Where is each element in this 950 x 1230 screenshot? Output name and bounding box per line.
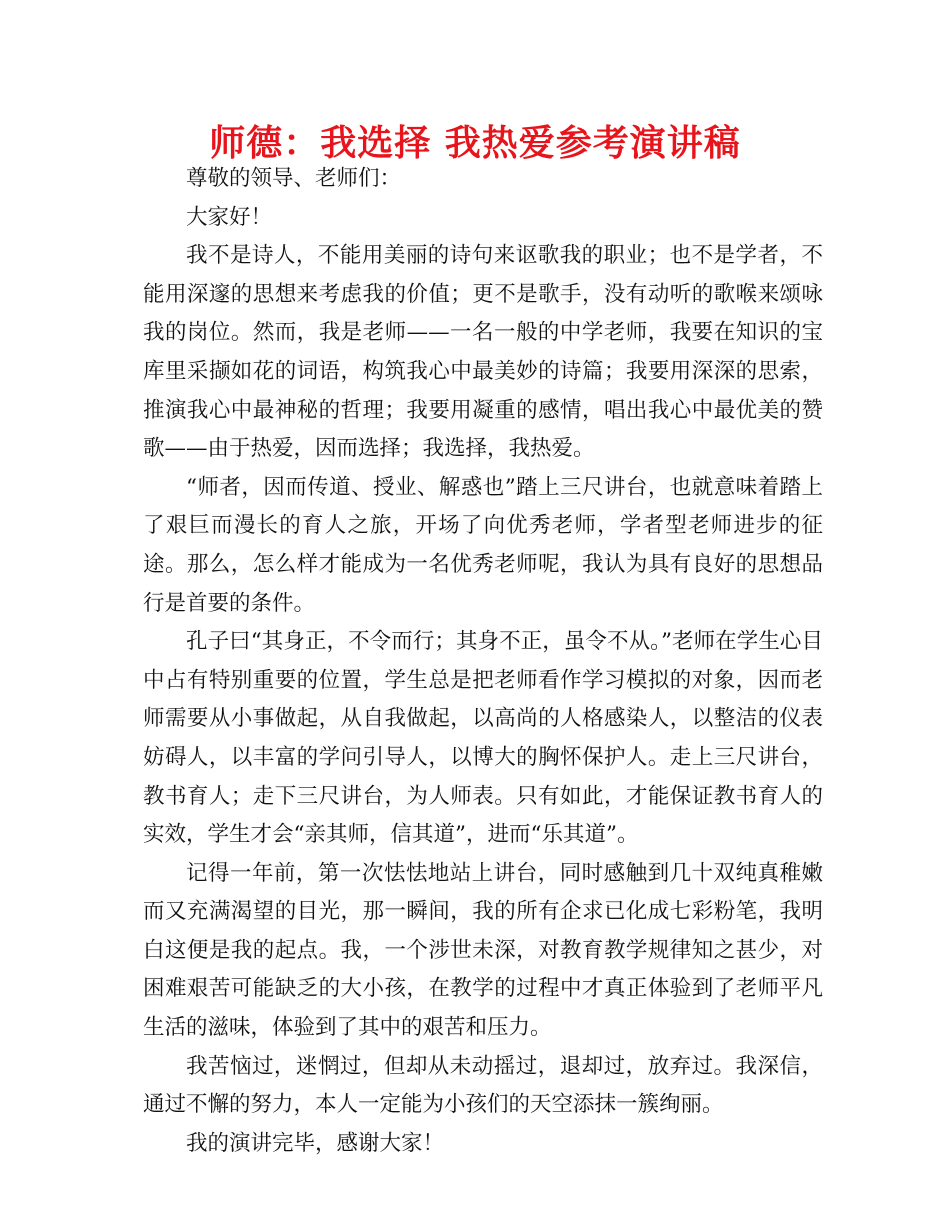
paragraph-2: “师者，因而传道、授业、解惑也”踏上三尺讲台，也就意味着踏上了艰巨而漫长的育人之旅，开场了向优秀老师，学者型老师进步的征途。那么，怎么样才能成为一名优秀老师呢，我认为具有良好的思想品行是首要的条件。 — [143, 474, 823, 616]
paragraph-4: 记得一年前，第一次怯怯地站上讲台，同时感触到几十双纯真稚嫩而又充满渴望的目光，那一瞬间，我的所有企求已化成七彩粉笔，我明白这便是我的起点。我，一个涉世未深，对教育教学规律知之甚少，对困难艰苦可能缺乏的大小孩，在教学的过程中才真正体验到了老师平凡生活的滋味，体验到了其中的艰苦和压力。 — [143, 860, 823, 1041]
greeting: 大家好！ — [186, 204, 273, 230]
salutation: 尊敬的领导、老师们： — [186, 166, 402, 191]
paragraph-1: 我不是诗人，不能用美丽的诗句来讴歌我的职业；也不是学者，不能用深邃的思想来考虑我的价值；更不是歌手，没有动听的歌喉来颂咏我的岗位。然而，我是老师——一名一般的中学老师，我要在知识的宝库里采撷如花的词语，构筑我心中最美妙的诗篇；我要用深深的思索，推演我心中最神秘的哲理；我要用凝重的感情，唱出我心中最优美的赞歌——由于热爱，因而选择；我选择，我热爱。 — [143, 243, 823, 462]
document-title: 师德：我选择 我热爱参考演讲稿 — [209, 123, 741, 164]
paragraph-3: 孔子曰“其身正，不令而行；其身不正，虽令不从。”老师在学生心目中占有特别重要的位置，学生总是把老师看作学习模拟的对象，因而老师需要从小事做起，从自我做起，以高尚的人格感染人，以整洁的仪表妨碍人，以丰富的学问引导人，以博大的胸怀保护人。走上三尺讲台，教书育人；走下三尺讲台，为人师表。只有如此，才能保证教书育人的实效，学生才会“亲其师，信其道”，进而“乐其道”。 — [143, 629, 823, 848]
paragraph-5: 我苦恼过，迷惘过，但却从未动摇过，退却过，放弃过。我深信，通过不懈的努力，本人一定能为小孩们的天空添抹一簇绚丽。 — [143, 1053, 823, 1118]
closing: 我的演讲完毕，感谢大家！ — [186, 1130, 445, 1156]
document-body — [143, 160, 823, 1163]
